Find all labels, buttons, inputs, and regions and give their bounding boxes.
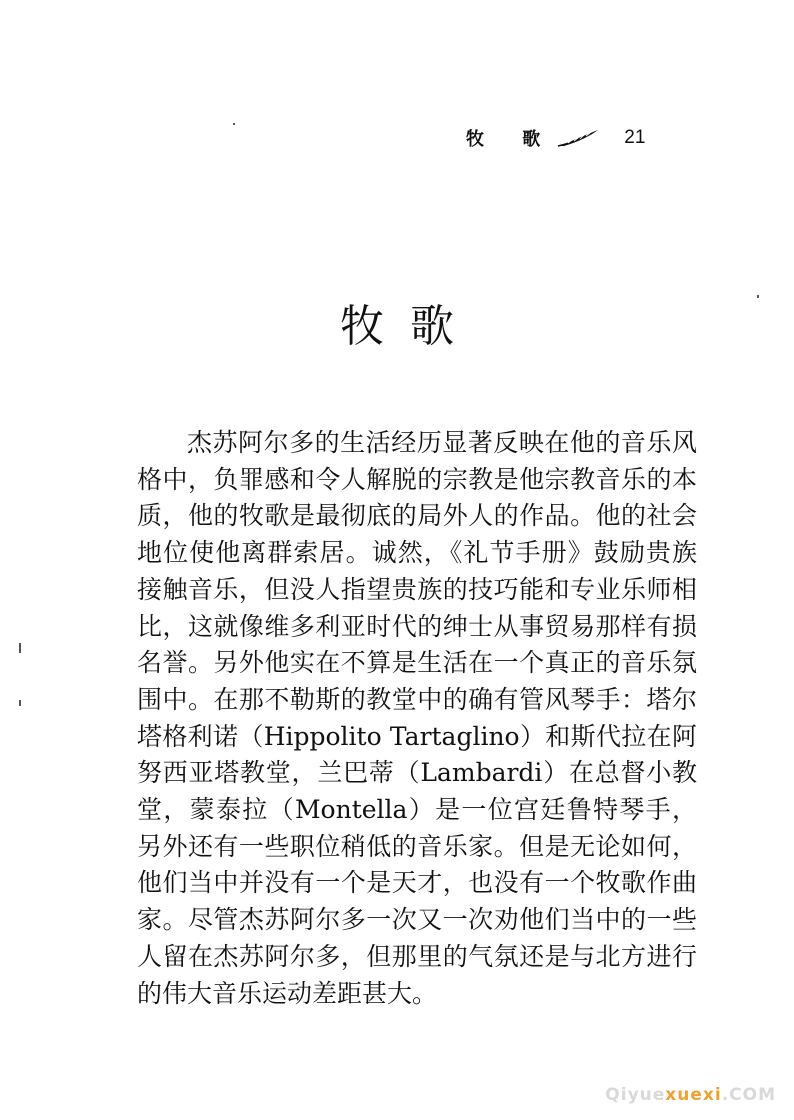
running-head-title: 牧 歌 [466,129,557,150]
chapter-title: 牧歌 [340,301,480,352]
watermark-prefix: Qiyue [605,1085,666,1105]
watermark-suffix: .COM [721,1085,776,1105]
feather-ornament-icon [556,127,600,149]
watermark-accent: xuexi [665,1085,722,1105]
site-watermark [605,1085,776,1105]
scan-mark [757,295,759,298]
body-paragraph: 杰苏阿尔多的生活经历显著反映在他的音乐风格中，负罪感和令人解脱的宗教是他宗教音乐的本质，他的牧歌是最彻底的局外人的作品。他的社会地位使他离群索居。诚然，《礼节手册》鼓励贵族接触音乐，但没人指望贵族的技巧能和专业乐师相比，这就像维多利亚时代的绅士从事贸易那样有损名誉。另外他实在不算是生活在一个真正的音乐氛围中。在那不勒斯的教堂中的确有管风琴手：塔尔塔格利诺（Hippolito Tartaglino）和斯代拉在阿努西亚塔教堂，兰巴蒂（Lambardi）在总督小教堂，蒙泰拉（Montella）是一位宫廷鲁特琴手，另外还有一些职位稍低的音乐家。但是无论如何，他们当中并没有一个是天才，也没有一个牧歌作曲家。尽管杰苏阿尔多一次又一次劝他们当中的一些人留在杰苏阿尔多，但那里的气氛还是与北方进行的伟大音乐运动差距甚大。 [137,428,697,1008]
running-head [466,124,645,152]
scan-mark [19,643,21,653]
scan-mark [233,123,235,125]
page-number: 21 [624,127,646,148]
scan-mark [19,700,21,706]
